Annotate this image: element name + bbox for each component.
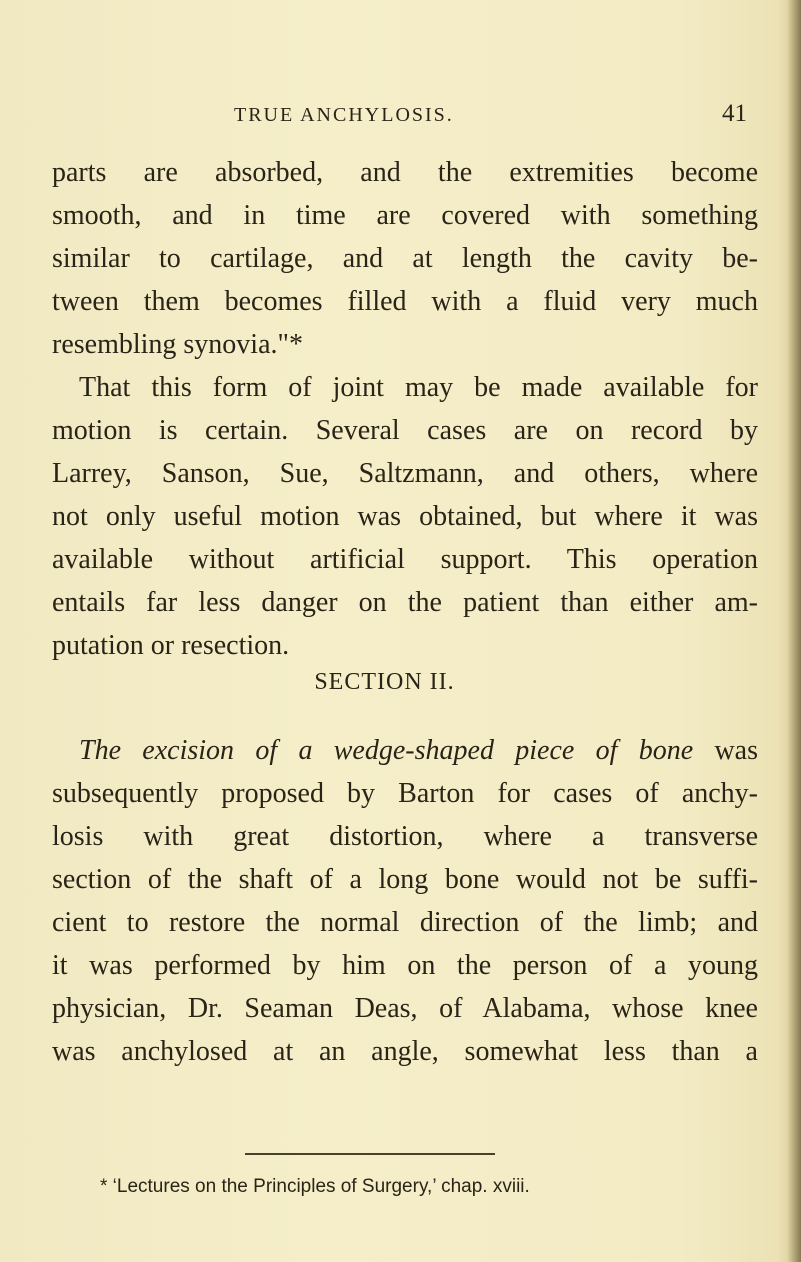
footnote-rule [245,1153,495,1155]
italic-phrase: The excision of a wedge-shaped piece of bone [79,735,694,766]
footnote: * ‘Lectures on the Principles of Surgery,’ chap. xviii. [100,1176,530,1197]
page-edge-shadow [787,0,801,1262]
section-heading: SECTION II. [314,669,455,695]
page-number: 41 [722,100,747,127]
book-page: TRUE ANCHYLOSIS. 41 parts are absorbed, and the extremities become smooth, and in time are covered with something similar to cartilage, and at length the cavity be- tween them becomes filled with a fluid very much resembling synovia."* That this form of joint may be made available for motion is certain. Several cases are on record by Larrey, Sanson, Sue, Saltzmann, and others, where not only useful motion was obtained, but where it was available without artificial support. This operation entails far less danger on the patient than either am- putation or resection. SECTION II. The excision of a wedge-shaped piece of bone was subsequently proposed by Barton for cases of anchy- losis with great distortion, where a transverse section of the shaft of a long bone would not be suffi- cient to restore the normal direction of the limb; and it was performed by him on the person of a young physician, Dr. Seaman Deas, of Alabama, whose knee was anchylosed at an angle, somewhat less than a * ‘Lectures on the Principles of Surgery,’ chap. xviii. [0,0,801,1262]
running-head [0,100,801,134]
running-title: TRUE ANCHYLOSIS. [234,104,454,126]
